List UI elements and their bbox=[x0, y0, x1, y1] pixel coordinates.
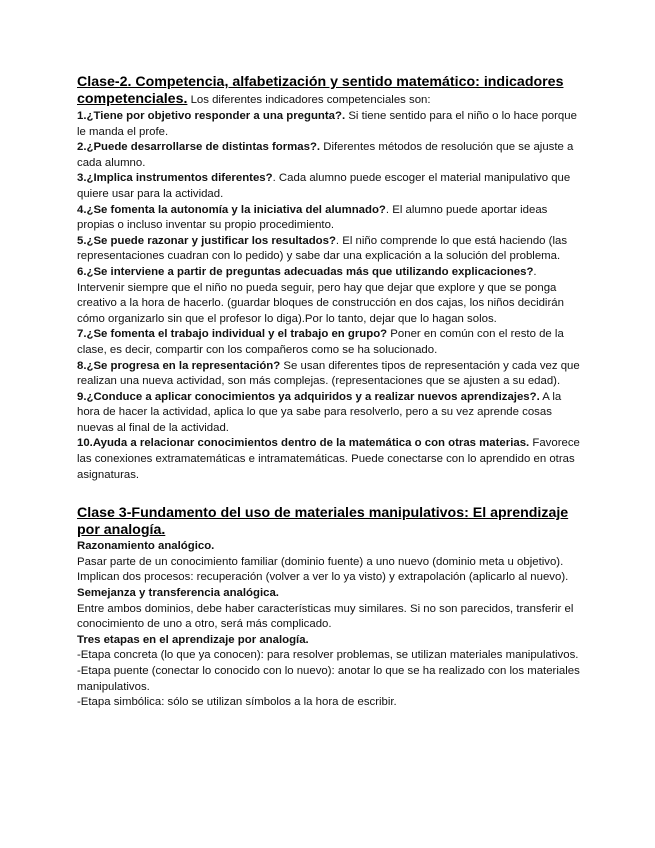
indicator-answer: . Intervenir siempre que el niño no pueda seguir, pero hay que dejar que explore y que se ponga creativo a la hora de hacerlo. (guardar bloques de construcción en dos cajas, los niños decidirán cómo organizarlo sin que el profesor lo diga).Por lo tanto, dejar que lo hagan solos. bbox=[77, 265, 564, 325]
indicator-answer: Poner en común con el resto de la clase, es decir, compartir con los compañeros como se ha solucionado. bbox=[77, 328, 564, 356]
indicator-question: 4.¿Se fomenta la autonomía y la iniciativa del alumnado? bbox=[77, 203, 386, 216]
section-intro: Los diferentes indicadores competenciales son: bbox=[187, 94, 431, 106]
section-title: Clase-2. Competencia, alfabetización y sentido matemático: indicadores competenciales. bbox=[77, 74, 564, 107]
indicator-item bbox=[77, 140, 585, 171]
indicator-item bbox=[77, 265, 585, 327]
stage-item: -Etapa puente (conectar lo conocido con lo nuevo): anotar lo que se ha realizado con los materiales manipulativos. bbox=[77, 665, 580, 693]
subsection-heading: Tres etapas en el aprendizaje por analogía. bbox=[77, 633, 309, 646]
section-clase-2 bbox=[77, 74, 585, 483]
indicator-answer: Favorece las conexiones extramatemáticas e intramatemáticas. Puede conectarse con lo aprendido en otras asignaturas. bbox=[77, 437, 580, 481]
indicator-question: 8.¿Se progresa en la representación? bbox=[77, 359, 281, 372]
indicator-item bbox=[77, 327, 585, 358]
section-title: Clase 3-Fundamento del uso de materiales manipulativos: El aprendizaje por analogía. bbox=[77, 505, 569, 539]
section-clase-3 bbox=[77, 505, 585, 711]
indicator-answer: A la hora de hacer la actividad, aplica lo que ya sabe para resolverlo, pero a su vez aprende cosas nuevas al final de la actividad. bbox=[77, 390, 562, 434]
subsection-heading: Razonamiento analógico. bbox=[77, 540, 215, 553]
indicator-question: 5.¿Se puede razonar y justificar los resultados? bbox=[77, 234, 336, 247]
indicator-item bbox=[77, 359, 585, 390]
subsection-heading: Semejanza y transferencia analógica. bbox=[77, 587, 279, 600]
indicator-question: 3.¿Implica instrumentos diferentes? bbox=[77, 172, 273, 185]
section-title-block bbox=[77, 74, 585, 109]
indicator-answer: Si tiene sentido para el niño o lo hace porque le manda el profe. bbox=[77, 110, 577, 138]
section-title-block bbox=[77, 505, 585, 539]
indicator-question: 9.¿Conduce a aplicar conocimientos ya adquiridos y a realizar nuevos aprendizajes?. bbox=[77, 390, 540, 403]
indicator-item bbox=[77, 203, 585, 234]
indicator-answer: Se usan diferentes tipos de representación y cada vez que realizan una nueva actividad, son más complejas. (representaciones que se ajusten a su edad). bbox=[77, 359, 580, 388]
indicator-question: 2.¿Puede desarrollarse de distintas formas?. bbox=[77, 141, 321, 154]
indicator-item bbox=[77, 234, 585, 265]
indicator-question: 10.Ayuda a relacionar conocimientos dentro de la matemática o con otras materias. bbox=[77, 437, 530, 450]
indicator-question: 7.¿Se fomenta el trabajo individual y el trabajo en grupo? bbox=[77, 328, 388, 341]
indicator-item bbox=[77, 109, 585, 140]
indicator-answer: Diferentes métodos de resolución que se ajuste a cada alumno. bbox=[77, 141, 574, 169]
indicator-answer: . El alumno puede aportar ideas propias o incluso inventar su propio procedimiento. bbox=[77, 203, 548, 232]
stage-item: -Etapa simbólica: sólo se utilizan símbolos a la hora de escribir. bbox=[77, 696, 397, 709]
stage-item: -Etapa concreta (lo que ya conocen): para resolver problemas, se utilizan materiales manipulativos. bbox=[77, 649, 579, 662]
indicator-item bbox=[77, 390, 585, 437]
indicator-question: 1.¿Tiene por objetivo responder a una pregunta?. bbox=[77, 110, 346, 122]
indicator-item bbox=[77, 171, 585, 202]
indicator-answer: . Cada alumno puede escoger el material manipulativo que quiere usar para la actividad. bbox=[77, 172, 571, 200]
paragraph: Entre ambos dominios, debe haber características muy similares. Si no son parecidos, transferir el conocimiento de uno a otro, será más complicado. bbox=[77, 602, 574, 631]
indicator-question: 6.¿Se interviene a partir de preguntas adecuadas más que utilizando explicaciones? bbox=[77, 265, 534, 278]
indicator-item bbox=[77, 436, 585, 483]
paragraph: Pasar parte de un conocimiento familiar (dominio fuente) a uno nuevo (dominio meta u objetivo). Implican dos procesos: recuperación (volver a ver lo ya visto) y extrapolación (aplicarlo al nuevo). bbox=[77, 555, 569, 584]
indicator-answer: . El niño comprende lo que está haciendo (las representaciones cuadran con lo pedido) y sabe dar una explicación a la solución del problema. bbox=[77, 234, 568, 263]
